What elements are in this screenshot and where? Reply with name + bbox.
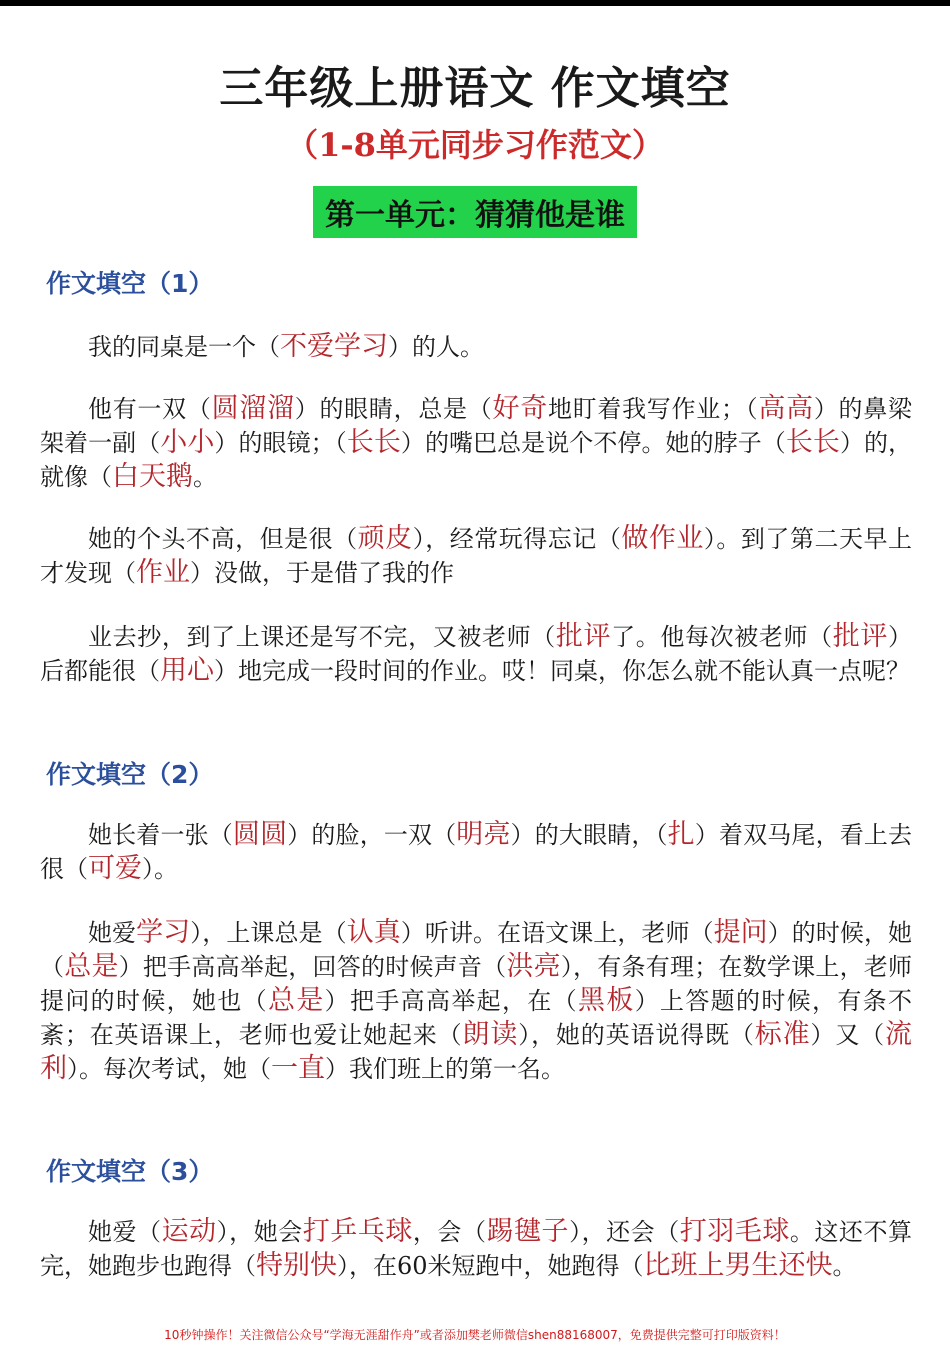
printed-text: ）的时候，她（ (40, 919, 913, 981)
handwritten-answer: 明亮 (456, 819, 511, 850)
printed-text: ）的眼镜；（ (214, 429, 347, 457)
printed-text: ）后都能很（ (40, 623, 912, 685)
handwritten-answer: 标准 (754, 1019, 811, 1050)
printed-text: ），有条有理；在数学课上，老师提问的时候，她也（ (40, 953, 913, 1015)
printed-text: ）没做，于是借了我的作 (190, 559, 454, 587)
handwritten-answer: 小小 (160, 427, 215, 458)
printed-text: ），上课总是（ (190, 919, 347, 947)
handwritten-answer: 总是 (64, 951, 119, 982)
paragraph (40, 620, 912, 688)
handwritten-answer: 总是 (268, 985, 325, 1016)
handwritten-answer: 学习 (136, 917, 191, 948)
printed-text: ）的，就像（ (40, 429, 913, 491)
printed-text: ）上答题的时候，有条不紊；在英语课上，老师也爱让她起来（ (40, 987, 913, 1049)
handwritten-answer: 作业 (136, 557, 190, 588)
handwritten-answer: 一直 (271, 1053, 325, 1084)
unit-heading-wrap (0, 186, 950, 238)
handwritten-answer: 朗读 (462, 1019, 519, 1050)
handwritten-answer: 流利 (40, 1019, 913, 1084)
printed-text: ）的脸，一双（ (287, 821, 457, 849)
handwritten-answer: 顽皮 (357, 523, 413, 554)
handwritten-answer: 提问 (713, 917, 768, 948)
printed-text: ）听讲。在语文课上，老师（ (400, 919, 714, 947)
printed-text: ）把手高高举起，回答的时候声音（ (118, 953, 507, 981)
printed-text: ），还会（ (569, 1218, 680, 1246)
section-heading-1: 作文填空（1） (46, 269, 214, 298)
handwritten-answer: 洪亮 (506, 951, 561, 982)
handwritten-answer: 扎 (667, 819, 695, 850)
handwritten-answer: 好奇 (492, 393, 548, 424)
handwritten-answer: 黑板 (578, 985, 635, 1016)
handwritten-answer: 做作业 (621, 523, 704, 554)
printed-text: ）又（ (810, 1021, 886, 1049)
unit-heading: 第一单元：猜猜他是谁 (313, 186, 637, 238)
handwritten-answer: 认真 (346, 917, 401, 948)
printed-text: ）着双马尾，看上去很（ (40, 821, 913, 883)
page-title: 三年级上册语文 作文填空 (219, 63, 731, 114)
printed-text: ），她会 (216, 1218, 303, 1246)
printed-text: ）把手高高举起，在（ (324, 987, 579, 1015)
handwritten-answer: 批评 (832, 621, 888, 652)
printed-text: 。 (832, 1252, 857, 1280)
paragraph (40, 818, 912, 886)
printed-text: 。这还不算完，她跑步也跑得（ (40, 1218, 912, 1280)
printed-text: 她爱（ (88, 1218, 162, 1246)
printed-text: ），她的英语说得既（ (518, 1021, 755, 1049)
printed-text: ）。 (142, 855, 178, 883)
printed-text: ）。每次考试，她（ (67, 1055, 271, 1083)
section-heading-2: 作文填空（2） (46, 760, 214, 789)
handwritten-answer: 圆溜溜 (211, 393, 295, 424)
printed-text: ）的大眼睛，（ (510, 821, 668, 849)
printed-text: ）的人。 (388, 333, 484, 361)
handwritten-answer: 可爱 (88, 853, 142, 884)
handwritten-answer: 特别快 (256, 1250, 337, 1281)
handwritten-answer: 打羽毛球 (679, 1216, 790, 1247)
handwritten-answer: 长长 (346, 427, 401, 458)
printed-text: ），经常玩得忘记（ (412, 525, 622, 553)
paragraph (40, 330, 912, 364)
printed-text: ）的鼻梁架着一副（ (40, 395, 912, 457)
paragraph (40, 522, 912, 590)
printed-text: ）。到了第二天早上才发现（ (40, 525, 913, 587)
printed-text: ）的眼睛，总是（ (294, 395, 493, 423)
printed-text: 了。他每次被老师（ (611, 623, 833, 651)
handwritten-answer: 比班上男生还快 (643, 1250, 833, 1281)
printed-text: 。 (193, 463, 217, 491)
handwritten-answer: 批评 (555, 621, 612, 652)
printed-text: 业去抄，到了上课还是写不完，又被老师（ (88, 623, 556, 651)
printed-text: ）的嘴巴总是说个不停。她的脖子（ (400, 429, 786, 457)
printed-text: 他有一双（ (88, 395, 212, 423)
printed-text: ）我们班上的第一名。 (325, 1055, 565, 1083)
handwritten-answer: 圆圆 (232, 819, 288, 850)
handwritten-answer: 不爱学习 (280, 331, 388, 362)
page-subtitle: （1-8单元同步习作范文） (286, 126, 664, 164)
printed-text: ）地完成一段时间的作业。哎！同桌，你怎么就不能认真一点呢？ (214, 657, 910, 685)
printed-text: 她的个头不高，但是很（ (88, 525, 358, 553)
printed-text: 我的同桌是一个（ (88, 333, 280, 361)
section-heading-3: 作文填空（3） (46, 1157, 214, 1186)
handwritten-answer: 高高 (758, 393, 814, 424)
paragraph (40, 392, 912, 494)
printed-text: 她爱 (88, 919, 137, 947)
handwritten-answer: 白天鹅 (112, 461, 193, 492)
paragraph (40, 1215, 912, 1283)
handwritten-answer: 踢毽子 (486, 1216, 570, 1247)
handwritten-answer: 用心 (160, 655, 214, 686)
top-border (0, 0, 950, 6)
printed-text: 她长着一张（ (88, 821, 233, 849)
printed-text: 地盯着我写作业；（ (547, 395, 759, 423)
printed-text: ，会（ (412, 1218, 487, 1246)
printed-text: ），在60米短跑中，她跑得（ (337, 1252, 644, 1280)
handwritten-answer: 运动 (161, 1216, 217, 1247)
footer-note: 10秒钟操作！关注微信公众号“学海无涯甜作舟”或者添加樊老师微信shen88168007，免费提供完整可打印版资料！ (164, 1328, 786, 1342)
handwritten-answer: 长长 (785, 427, 840, 458)
paragraph (40, 916, 912, 1086)
handwritten-answer: 打乒乓球 (302, 1216, 413, 1247)
